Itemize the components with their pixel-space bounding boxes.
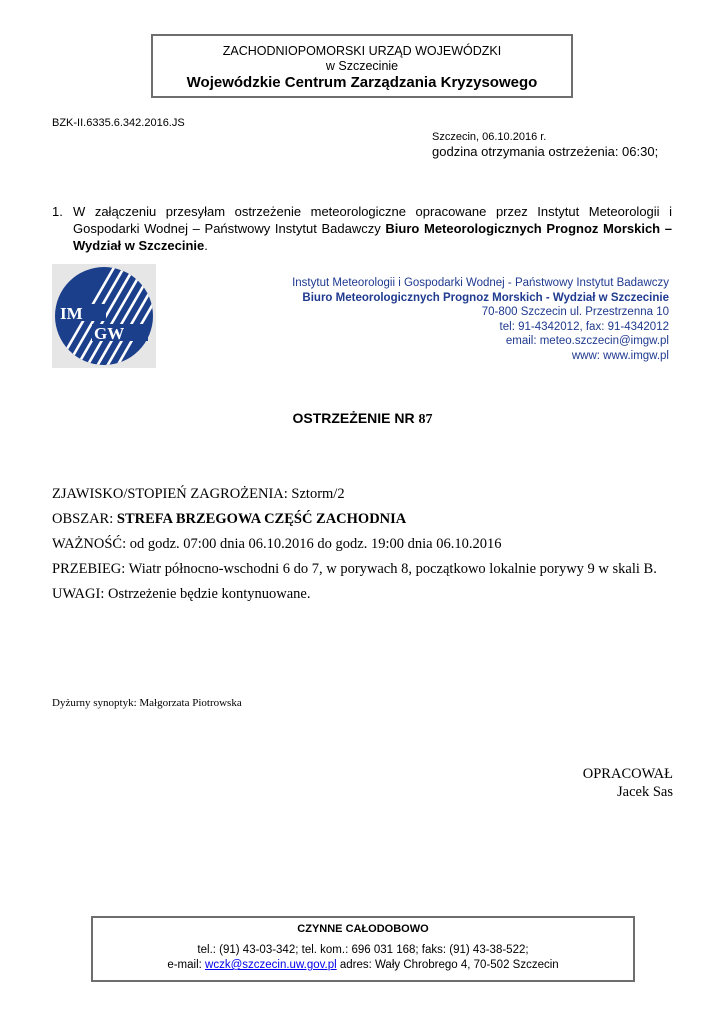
item-1 — [52, 203, 672, 254]
warning-title — [0, 410, 725, 428]
phenomenon-label: ZJAWISKO/STOPIEŃ ZAGROŻENIA: — [52, 486, 292, 502]
header-box — [151, 34, 573, 98]
validity-label: WAŻNOŚĆ: — [52, 536, 130, 552]
footer-contact — [93, 958, 633, 973]
header-line-2: w Szczecinie — [325, 59, 399, 73]
warning-title-number: 87 — [418, 412, 433, 427]
reference-number: BZK-II.6335.6.342.2016.JS — [52, 117, 185, 129]
imgw-logo-icon — [52, 264, 156, 368]
validity-value: od godz. 07:00 dnia 06.10.2016 do godz. 19:00 dnia 06.10.2016 — [129, 536, 502, 552]
phenomenon-row — [52, 486, 345, 503]
item-1-text — [73, 203, 672, 254]
received-line: godzina otrzymania ostrzeżenia: 06:30; — [432, 144, 659, 159]
notes-row — [52, 586, 311, 603]
footer-email-label: e-mail: — [167, 959, 206, 971]
notes-value: Ostrzeżenie będzie kontynuowane. — [107, 586, 311, 602]
header-line-1: ZACHODNIOPOMORSKI URZĄD WOJEWÓDZKI — [222, 44, 502, 58]
notes-label: UWAGI: — [52, 586, 108, 602]
footer-title: CZYNNE CAŁODOBOWO — [297, 923, 429, 935]
prepared-name: Jacek Sas — [617, 784, 673, 800]
course-value: Wiatr północno-wschodni 6 do 7, w porywach 8, początkowo lokalnie porywy 9 w skali B. — [128, 561, 657, 577]
svg-text:IM: IM — [60, 304, 83, 323]
institute-line-1: Instytut Meteorologii i Gospodarki Wodnej - Państwowy Instytut Badawczy — [292, 277, 669, 289]
footer-phones: tel.: (91) 43-03-342; tel. kom.: 696 031 168; faks: (91) 43-38-522; — [197, 944, 529, 956]
validity-row — [52, 536, 501, 553]
header-line-3: Wojewódzkie Centrum Zarządzania Kryzysowego — [186, 74, 538, 91]
synoptic-line: Dyżurny synoptyk: Małgorzata Piotrowska — [52, 697, 242, 709]
area-row — [52, 511, 406, 528]
area-value: STREFA BRZEGOWA CZĘŚĆ ZACHODNIA — [116, 511, 407, 527]
prepared-label: OPRACOWAŁ — [582, 766, 673, 782]
institute-www[interactable]: www: www.imgw.pl — [571, 349, 669, 362]
footer-email-link[interactable]: wczk@szczecin.uw.gov.pl — [205, 959, 337, 971]
footer-box — [91, 916, 635, 982]
item-1-text-a: W załączeniu przesyłam ostrzeżenie meteorologiczne opracowane przez Instytut Meteorologii i Gospodarki Wodnej – Państwowy Instytut Badawczy — [73, 204, 672, 236]
institute-line-2: Biuro Meteorologicznych Prognoz Morskich - Wydział w Szczecinie — [302, 291, 669, 304]
institute-phone: tel: 91-4342012, fax: 91-4342012 — [499, 320, 669, 333]
course-row — [52, 561, 657, 578]
institute-email[interactable]: email: meteo.szczecin@imgw.pl — [505, 335, 669, 348]
date-line: Szczecin, 06.10.2016 r. — [432, 131, 547, 143]
course-label: PRZEBIEG: — [52, 561, 129, 577]
prepared-block — [583, 765, 673, 801]
item-1-text-end: . — [204, 238, 208, 253]
svg-text:GW: GW — [94, 324, 125, 343]
footer-address: adres: Wały Chrobrego 4, 70-502 Szczecin — [336, 959, 559, 971]
area-label: OBSZAR: — [52, 511, 117, 527]
phenomenon-value: Sztorm/2 — [291, 486, 345, 502]
institute-address: 70-800 Szczecin ul. Przestrzenna 10 — [481, 306, 669, 319]
item-1-number: 1. — [52, 204, 63, 219]
item-1-text-bold: Biuro Meteorologicznych Prognoz Morskich – Wydział w Szczecinie — [73, 221, 673, 253]
warning-title-label: OSTRZEŻENIE NR — [292, 410, 419, 426]
institute-block — [292, 276, 669, 364]
